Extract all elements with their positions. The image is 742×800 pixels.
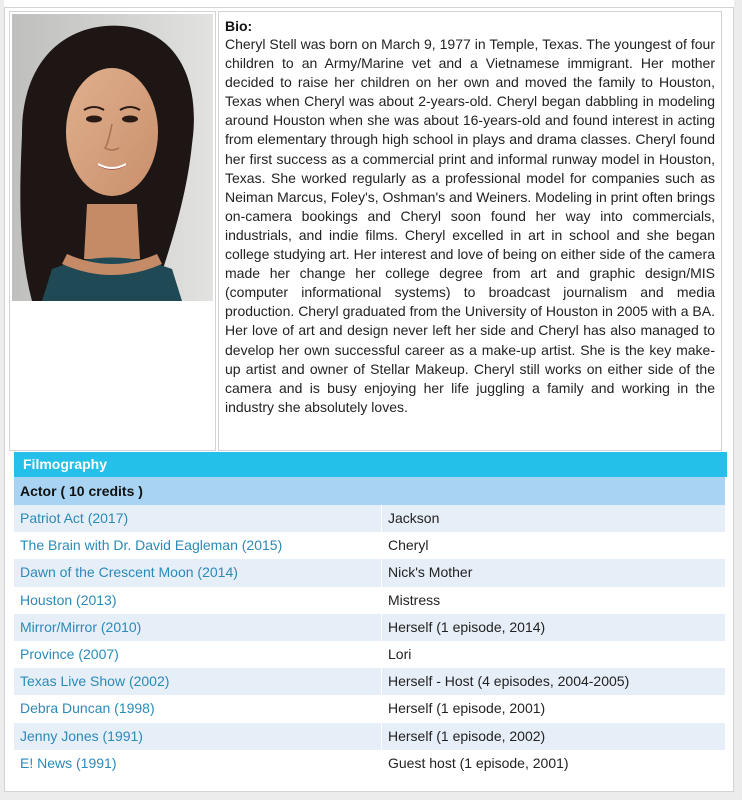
column-divider: [381, 668, 382, 695]
credit-role: Herself - Host (4 episodes, 2004-2005): [388, 673, 630, 690]
actor-credits-header: Actor ( 10 credits ): [14, 477, 725, 505]
credit-title-link[interactable]: The Brain with Dr. David Eagleman (2015): [20, 537, 283, 554]
filmography-header: Filmography: [14, 452, 727, 477]
bio-cell: [218, 11, 722, 451]
table-row: [14, 559, 725, 586]
credit-role: Herself (1 episode, 2001): [388, 700, 546, 717]
credit-title-link[interactable]: Mirror/Mirror (2010): [20, 618, 142, 635]
credit-role: Nick's Mother: [388, 564, 473, 581]
photo-cell: [9, 11, 216, 451]
bio-section: [9, 11, 722, 451]
credit-title-link[interactable]: Debra Duncan (1998): [20, 700, 155, 717]
column-divider: [381, 723, 382, 750]
table-row: [14, 614, 725, 641]
credit-role: Cheryl: [388, 537, 429, 554]
profile-photo: [12, 14, 213, 301]
credit-role: Herself (1 episode, 2014): [388, 618, 546, 635]
table-row: [14, 723, 725, 750]
table-row: [14, 587, 725, 614]
table-row: [14, 695, 725, 722]
credit-title-link[interactable]: Patriot Act (2017): [20, 510, 129, 526]
credits-table: [14, 505, 725, 777]
credit-title-link[interactable]: Texas Live Show (2002): [20, 673, 170, 690]
credit-title-link[interactable]: E! News (1991): [20, 754, 117, 771]
top-divider: [4, 0, 734, 8]
credit-role: Jackson: [388, 510, 440, 526]
credit-title-link[interactable]: Dawn of the Crescent Moon (2014): [20, 564, 238, 581]
column-divider: [381, 614, 382, 641]
credit-title-link[interactable]: Houston (2013): [20, 591, 117, 608]
table-row: [14, 641, 725, 668]
table-row: [14, 505, 725, 532]
bio-text: Cheryl Stell was born on March 9, 1977 in Temple, Texas. The youngest of four children to an Army/Marine vet and a Vietnamese immigrant. Her mother decided to raise her children on her own and moved the family to Houston, Texas when Cheryl was about 2-years-old. Cheryl began dabbling in modeling around Houston when she was about 16-years-old and found interest in acting from elementary through high school in plays and drama classes. Cheryl found her first success as a commercial print and informal runway model in Houston, Texas. She worked regularly as a professional model for companies such as Neiman Marcus, Foley's, Oshman's and Weiners. Modeling in print often brings on-camera bookings and Cheryl soon found her way into commercials, industrials, and indie films. Cheryl excelled in art in school and she began college studying art. Her interest and love of being on either side of the camera made her change her college degree from art and graphic design/MIS (computer informational systems) to broadcast journalism and media production. Cheryl graduated from the University of Houston in 2005 with a BA. Her love of art and design never left her side and Cheryl has also managed to develop her own successful career as a make-up artist. She is the key make-up artist and owner of Stellar Makeup. Cheryl still works on either side of the camera and is busy enjoying her life juggling a family and working in the industry she absolutely loves.: [225, 36, 715, 415]
column-divider: [381, 505, 382, 532]
column-divider: [381, 559, 382, 586]
credit-role: Guest host (1 episode, 2001): [388, 754, 569, 771]
table-row: [14, 668, 725, 695]
credit-title-link[interactable]: Jenny Jones (1991): [20, 727, 143, 744]
table-row: [14, 750, 725, 777]
credit-role: Lori: [388, 645, 412, 662]
bio-heading: Bio:: [225, 18, 253, 34]
credit-title-link[interactable]: Province (2007): [20, 645, 119, 662]
table-row: [14, 532, 725, 559]
credit-role: Mistress: [388, 591, 441, 608]
credit-role: Herself (1 episode, 2002): [388, 727, 546, 744]
